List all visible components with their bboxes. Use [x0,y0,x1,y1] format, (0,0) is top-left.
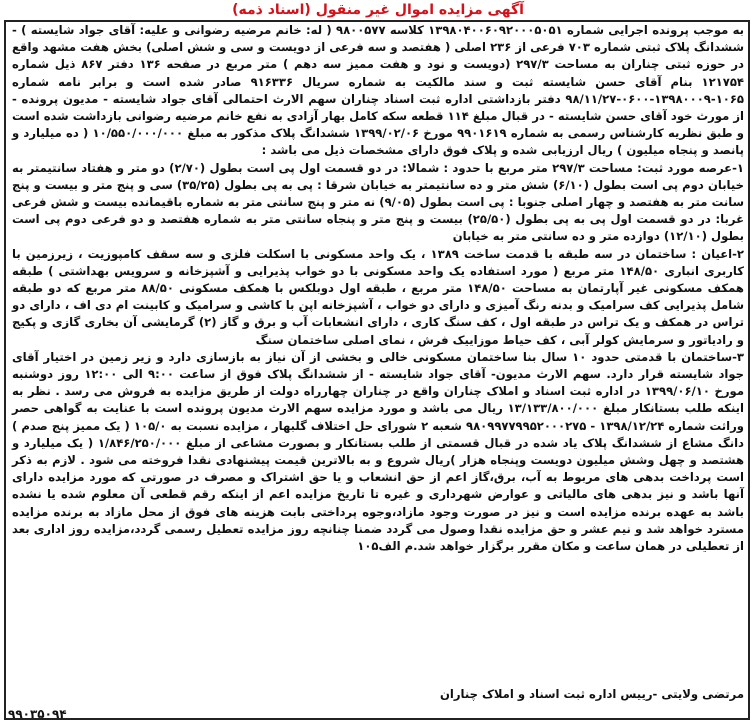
paragraph-intro: به موجب پرونده اجرایی شماره ۱۳۹۸۰۴۰۰۶۰۹۲۰۰۰۵۰۵۱ کلاسه ۹۸۰۰۵۷۷ ( له: خانم مرضیه رضوانی و علیه: آقای جواد شایسته ) - ششدانگ پلاک ثبتی شماره ۷۰۳ فرعی از ۲۳۶ اصلی ( هفتصد و سه فرعی از دویست و سی و شش اصلی) بخش هفت مشهد واقع در حوزه ثبتی چناران به مساحت ۲۹۷/۳ (دویست و نود و هفت ممیز سه دهم ) متر مربع در صفحه ۱۳۶ دفتر ۸۶۷ ذیل شماره ۱۲۱۷۵۴ بنام آقای حسن شایسته ثبت و سند مالکیت به شماره سریال ۹۱۶۳۳۶ صادر شده است و برابر نامه شماره ۱۰۶۵-۱۳۹۸۰۰۰۹-۰۶۰۰-۹۸/۱۱/۲۷ دفتر بازداشتی اداره ثبت اسناد چناران سهم الارث احتمالی آقای جواد شایسته - مدیون پرونده - از مورث خود آقای حسن شایسته - در قبال مبلغ ۱۱۴ قطعه سکه کامل بهار آزادی به نفع خانم مرضیه رضوانی بازداشت شده است و طبق نظریه کارشناس رسمی به شماره ۹۹۰۱۶۱۹ مورخ ۱۳۹۹/۰۲/۰۶ ششدانگ پلاک مذکور به مبلغ ۱۰/۵۵۰/۰۰۰/۰۰۰ ( ده میلیارد و پانصد و پنجاه میلیون ) ریال ارزیابی شده و پلاک فوق دارای مشخصات ذیل می باشد : [12,23,744,158]
signature: مرتضی ولایتی -رییس اداره ثبت اسناد و املاک چناران [439,687,744,701]
paragraph-auction: ۳-ساختمان با قدمتی حدود ۱۰ سال بنا ساختمان مسکونی خالی و بخشی از آن نیاز به بازسازی دارد و زیر زمین در اختیار آقای جواد شایسته قرار دارد. سهم الارث مدیون- آقای جواد شایسته - از ششدانگ پلاک فوق از ساعت ۹:۰۰ الی ۱۲:۰۰ روز دوشنبه مورخ ۱۳۹۹/۰۶/۱۰ در اداره ثبت اسناد و املاک چناران واقع در چناران چهارراه دولت از طریق مزایده به فروش می رسد . نظر به اینکه طلب بستانکار مبلغ ۱۳/۱۳۳/۸۰۰/۰۰۰ ریال می باشد و مورد مزایده سهم الارث مدیون پرونده است با عنایت به گواهی حصر وراثت شماره ۱۳۹۸/۱۲/۲۴ - ۹۸۰۹۹۷۷۹۹۵۲۰۰۰۲۷۵ شعبه ۲ شورای حل اختلاف گلبهار ، مزایده نسبت به ۱۰۵/۰ ( یک ممیز پنج صدم ) دانگ مشاع از ششدانگ پلاک یاد شده در قبال قسمتی از طلب بستانکار و بصورت مشاعی از مبلغ ۱/۸۴۶/۲۵۰/۰۰۰ ( یک میلیارد و هشتصد و چهل وشش میلیون دویست وپنجاه هزار )ریال شروع و به بالاترین قیمت پیشنهادی نقدا فروخته می شود . لازم به ذکر است پرداخت بدهی های مربوط به آب، برق،گاز اعم از حق انشعاب و یا حق اشتراک و مصرف در صورتی که مورد مزایده دارای آنها باشد و نیز بدهی های مالیاتی و عوارض شهرداری و غیره تا تاریخ مزایده اعم از اینکه رقم قطعی آن معلوم شده یا نشده باشد به عهده برنده مزایده است و نیز در صورت وجود مازاد،وجوه پرداختی بابت هزینه های فوق از محل مازاد به برنده مزایده مسترد خواهد شد و نیم عشر و حق مزایده نقدا وصول می گردد ضمنا چنانچه روز مزایده تعطیل رسمی گردد،مزایده روز اداری بعد از تعطیلی در همان ساعت و مکان مقرر برگزار خواهد شد.م الف۱۰۵ [12,349,745,554]
paragraph-building: ۲-اعیان : ساختمان در سه طبقه با قدمت ساخت ۱۳۸۹ ، یک واحد مسکونی با اسکلت فلزی و سه سقف کامپوزیت ، زیرزمین با کاربری انباری ۱۴۸/۵۰ متر مربع ( مورد استفاده یک واحد مسکونی با دو خواب پذیرایی و آشپزخانه و سرویس بهداشتی ) طبقه همکف مسکونی غیر آپارتمان به مساحت ۱۴۸/۵۰ متر مربع ، طبقه اول دوبلکس با همکف مسکونی ۸۸/۵۰ متر مربع که دو طبقه شامل پذیرایی کف سرامیک و بدنه رنگ آمیزی و دارای دو خواب ، آشپزخانه اپن با کاشی و سرامیک و کابینت ام دی اف ، دارای دو تراس در همکف و یک تراس در طبقه اول ، کف سنگ کاری ، دارای انشعابات آب و برق و گاز (۲) گرمایشی آن بخاری گازی و پکیج و رادیاتور و سرمایش کولر آبی ، کف حیاط موزاییک فرش ، نمای اصلی ساختمان سنگ [12,246,745,347]
notice-body [12,22,744,555]
notice-title: آگهی مزایده اموال غیر منقول (اسناد ذمه) [232,2,524,18]
notice-code: ۹۹۰۳۵۰۹۴ [8,707,67,721]
paragraph-land: ۱-عرصه مورد ثبت: مساحت ۲۹۷/۳ متر مربع با حدود : شمالا: در دو قسمت اول پی است بطول (۲/۷۰) دو متر و هفتاد سانتیمتر به خیابان دوم پی است بطول (۶/۱۰) شش متر و ده سانتیمتر به خیابان شرقا : پی به پی بطول (۳۵/۲۵) سی و پنج متر و بیست و پنج سانت متر به هفتصد و چهار اصلی جنوبا : پی است بطول (۹/۰۵) نه متر و پنج سانتی متر به شماره باقیمانده بیست و شش فرعی غربا: در دو قسمت اول پی به پی بطول (۲۵/۵۰) بیست و پنج متر و پنجاه سانتی متر به شماره هفتصد و دو فرعی دوم پی است بطول (۱۲/۱۰) دوازده متر و ده سانتی متر به خیابان [12,160,745,244]
